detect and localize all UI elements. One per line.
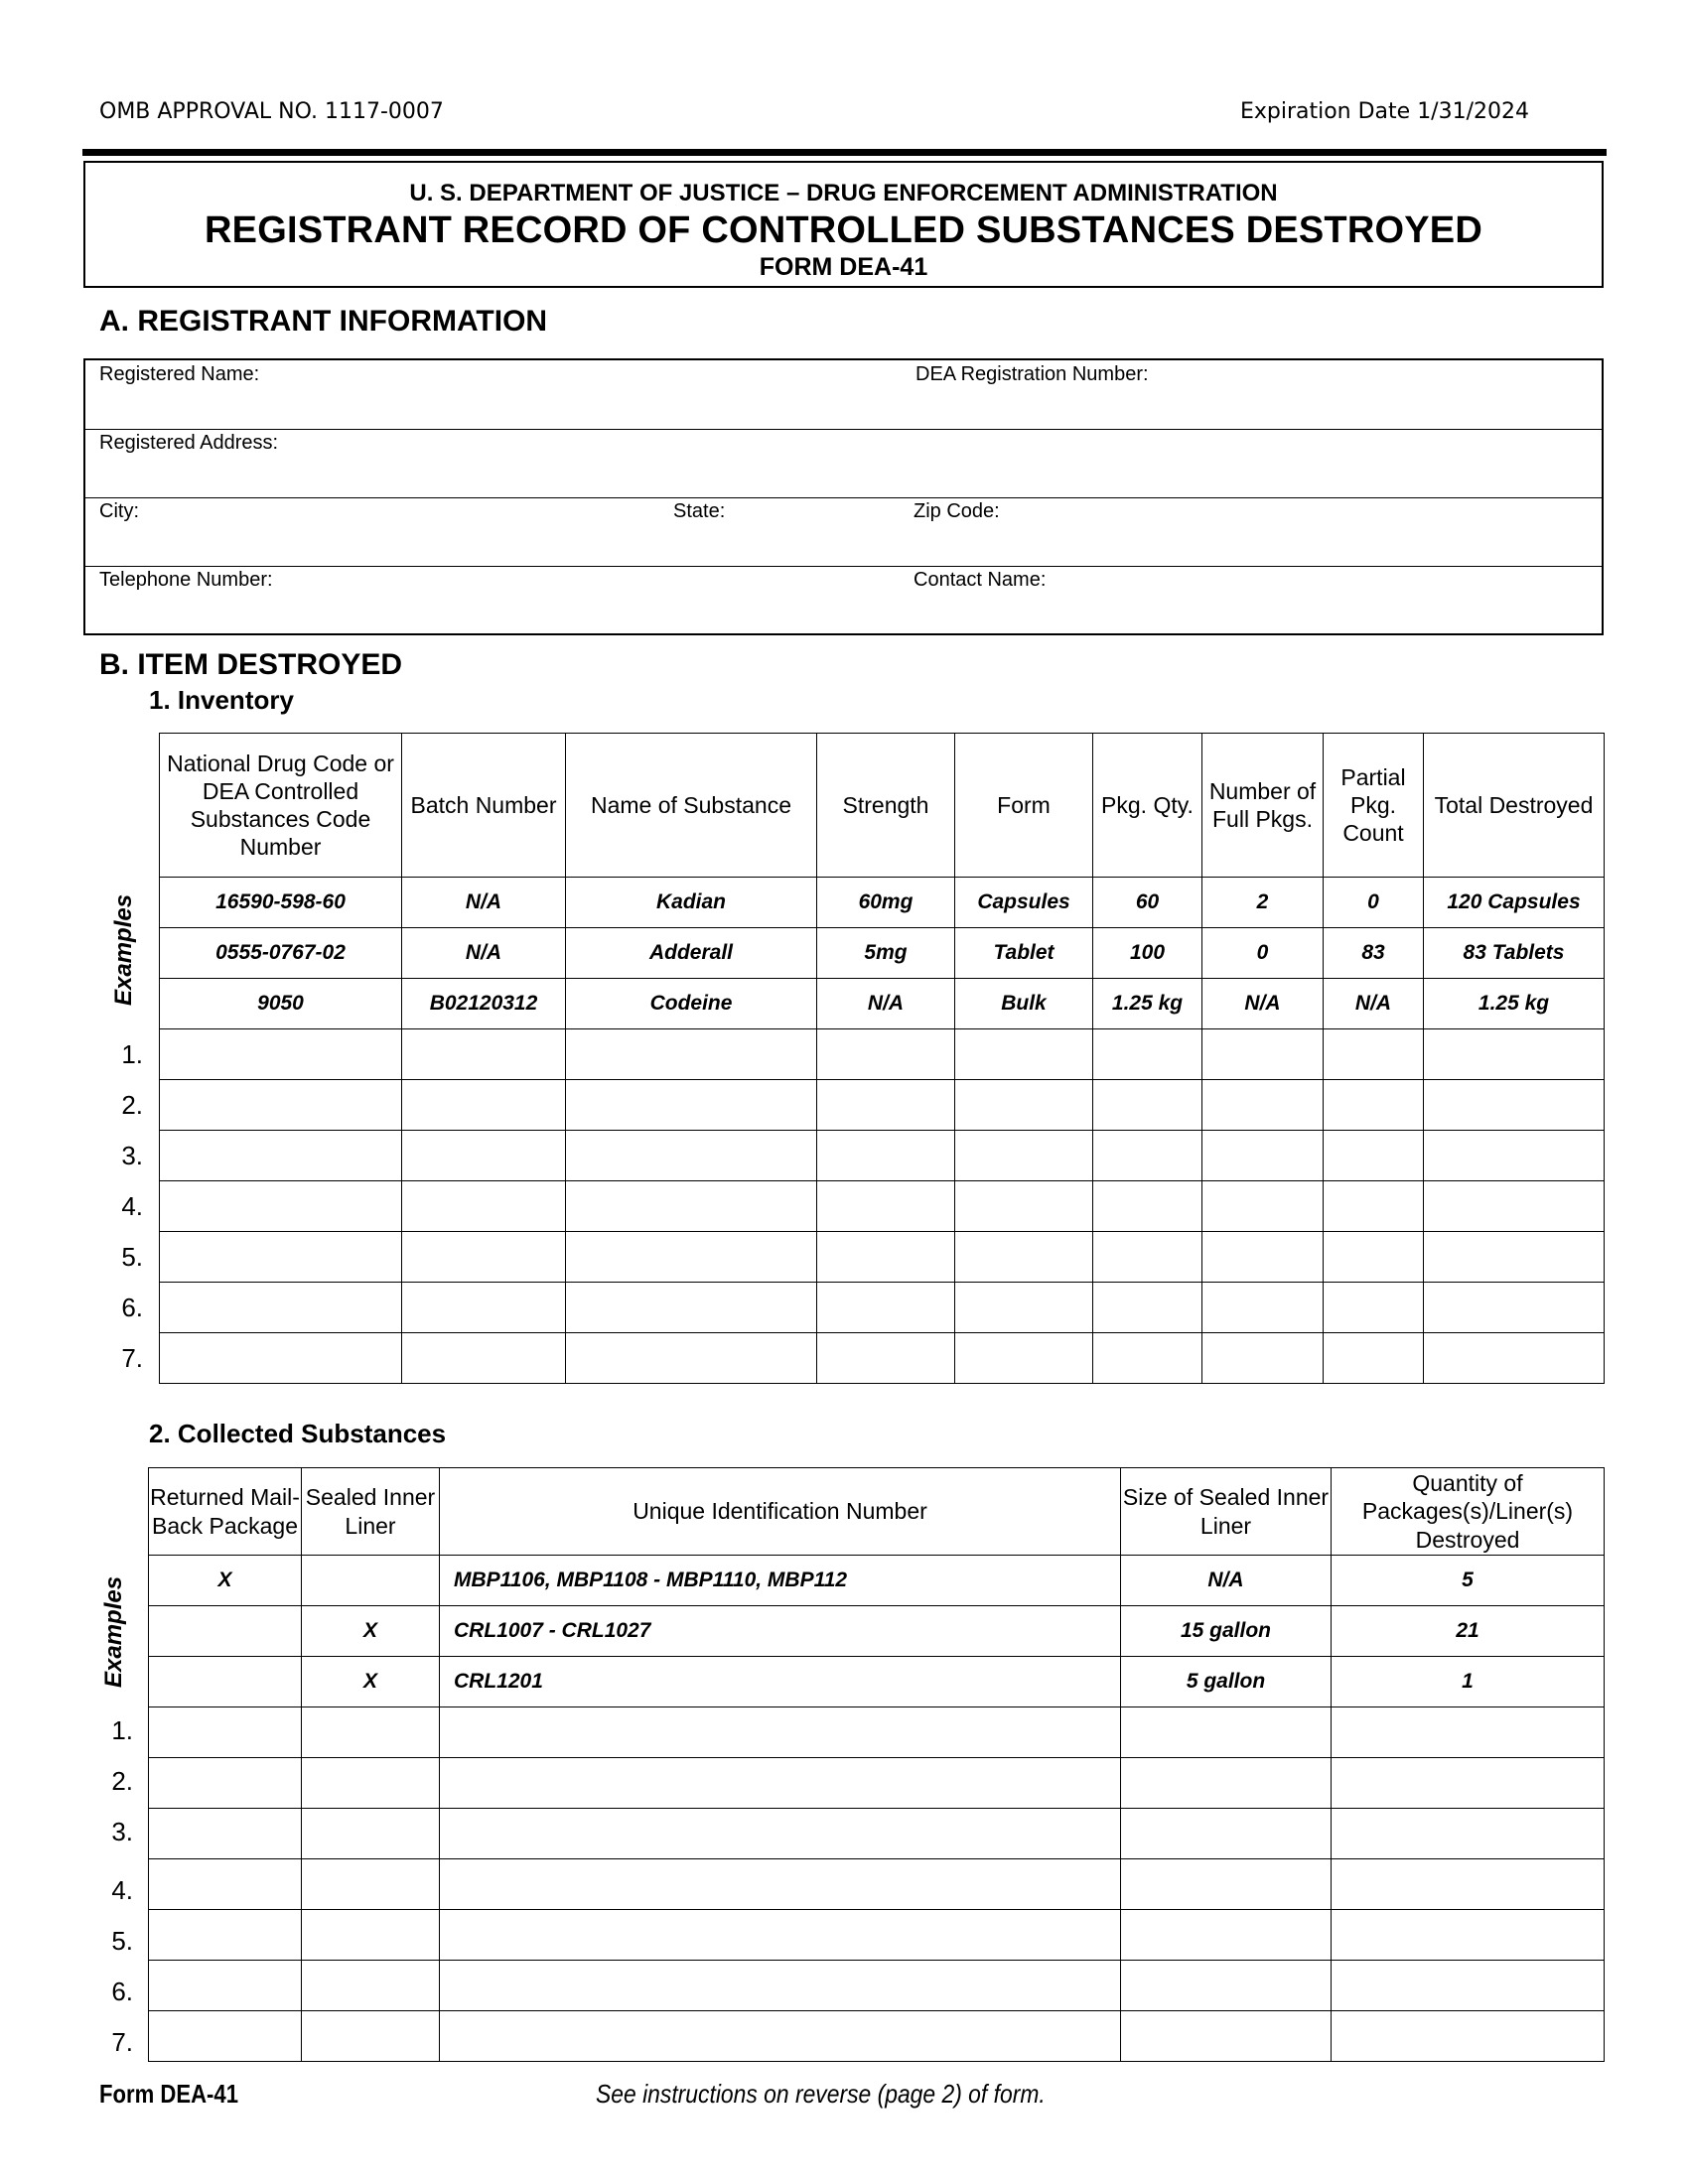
input-cell[interactable] — [1202, 1131, 1324, 1181]
cell: 21 — [1332, 1606, 1605, 1657]
inventory-row-number: 5. — [121, 1242, 143, 1272]
input-cell[interactable] — [160, 1029, 402, 1080]
input-cell[interactable] — [160, 1283, 402, 1333]
input-cell[interactable] — [149, 1961, 302, 2011]
input-cell[interactable] — [817, 1181, 955, 1232]
col-full-pkgs: Number of Full Pkgs. — [1202, 734, 1324, 878]
cell: CRL1007 - CRL1027 — [440, 1606, 1121, 1657]
inventory-entry-row[interactable] — [160, 1131, 1605, 1181]
inventory-heading: 1. Inventory — [149, 685, 294, 715]
col-form: Form — [955, 734, 1093, 878]
col-mail-back-package: Returned Mail-Back Package — [149, 1468, 302, 1556]
input-cell[interactable] — [1093, 1080, 1202, 1131]
cell: Capsules — [955, 878, 1093, 928]
collected-row-number: 6. — [111, 1977, 133, 2006]
registered-name-field[interactable]: Registered Name: — [99, 363, 260, 385]
cell: 5 — [1332, 1556, 1605, 1606]
input-cell[interactable] — [1324, 1181, 1424, 1232]
input-cell[interactable] — [149, 1758, 302, 1809]
collected-entry-row[interactable] — [149, 1809, 1605, 1859]
collected-entry-row[interactable] — [149, 1707, 1605, 1758]
collected-entry-row[interactable] — [149, 1758, 1605, 1809]
input-cell[interactable] — [1332, 1707, 1605, 1758]
input-cell[interactable] — [1332, 1910, 1605, 1961]
collected-example-row — [149, 1606, 1605, 1657]
cell: N/A — [1324, 979, 1424, 1029]
cell: 0 — [1324, 878, 1424, 928]
input-cell[interactable] — [1324, 1283, 1424, 1333]
input-cell[interactable] — [566, 1181, 817, 1232]
inventory-row-number: 3. — [121, 1141, 143, 1170]
input-cell[interactable] — [302, 1809, 440, 1859]
input-cell[interactable] — [566, 1283, 817, 1333]
collected-row-number: 3. — [111, 1817, 133, 1846]
inventory-examples-label: Examples — [110, 893, 137, 1006]
input-cell[interactable] — [1093, 1283, 1202, 1333]
city-state-zip-row — [85, 497, 1602, 567]
cell: 120 Capsules — [1424, 878, 1605, 928]
state-field[interactable]: State: — [673, 500, 726, 522]
input-cell[interactable] — [160, 1181, 402, 1232]
input-cell[interactable] — [440, 1758, 1121, 1809]
telephone-number-field[interactable]: Telephone Number: — [99, 569, 273, 591]
cell: 5mg — [817, 928, 955, 979]
input-cell[interactable] — [1093, 1232, 1202, 1283]
input-cell[interactable] — [955, 1181, 1093, 1232]
inventory-header-row — [160, 734, 1605, 878]
input-cell[interactable] — [955, 1232, 1093, 1283]
input-cell[interactable] — [160, 1080, 402, 1131]
registered-address-field[interactable]: Registered Address: — [99, 432, 279, 454]
cell: 1.25 kg — [1424, 979, 1605, 1029]
expiration-date: Expiration Date 1/31/2024 — [1239, 99, 1529, 124]
input-cell[interactable] — [566, 1080, 817, 1131]
col-batch-number: Batch Number — [402, 734, 566, 878]
cell: X — [149, 1556, 302, 1606]
registered-address-row — [85, 429, 1602, 498]
input-cell[interactable] — [1202, 1333, 1324, 1384]
cell: N/A — [817, 979, 955, 1029]
col-strength: Strength — [817, 734, 955, 878]
input-cell[interactable] — [955, 1131, 1093, 1181]
input-cell[interactable] — [402, 1080, 566, 1131]
input-cell[interactable] — [1121, 1961, 1332, 2011]
collected-row-number: 2. — [111, 1766, 133, 1796]
registrant-info-box — [83, 358, 1604, 635]
input-cell[interactable] — [1093, 1333, 1202, 1384]
dea-registration-number-field[interactable]: DEA Registration Number: — [915, 363, 1149, 385]
input-cell[interactable] — [149, 1859, 302, 1910]
input-cell[interactable] — [440, 1859, 1121, 1910]
input-cell[interactable] — [302, 2011, 440, 2062]
cell: 15 gallon — [1121, 1606, 1332, 1657]
inventory-entry-row[interactable] — [160, 1181, 1605, 1232]
inventory-example-row — [160, 979, 1605, 1029]
input-cell[interactable] — [1424, 1232, 1605, 1283]
inventory-entry-row[interactable] — [160, 1080, 1605, 1131]
form-code: FORM DEA-41 — [759, 253, 928, 281]
input-cell[interactable] — [160, 1131, 402, 1181]
city-field[interactable]: City: — [99, 500, 139, 522]
cell: 83 — [1324, 928, 1424, 979]
input-cell[interactable] — [566, 1131, 817, 1181]
footer-instructions-note: See instructions on reverse (page 2) of form. — [596, 2079, 1046, 2109]
input-cell[interactable] — [1202, 1080, 1324, 1131]
input-cell[interactable] — [1424, 1131, 1605, 1181]
inventory-row-number: 2. — [121, 1090, 143, 1120]
inventory-entry-row[interactable] — [160, 1029, 1605, 1080]
input-cell[interactable] — [402, 1029, 566, 1080]
input-cell[interactable] — [302, 1961, 440, 2011]
telephone-contact-row — [85, 566, 1602, 634]
input-cell[interactable] — [1424, 1029, 1605, 1080]
cell — [149, 1606, 302, 1657]
cell: 1.25 kg — [1093, 979, 1202, 1029]
input-cell[interactable] — [1121, 2011, 1332, 2062]
cell — [149, 1657, 302, 1707]
collected-entry-row[interactable] — [149, 2011, 1605, 2062]
collected-substances-table — [148, 1467, 1605, 2062]
collected-example-row — [149, 1657, 1605, 1707]
collected-substances-heading: 2. Collected Substances — [149, 1419, 447, 1448]
collected-entry-row[interactable] — [149, 1961, 1605, 2011]
collected-row-number: 5. — [111, 1926, 133, 1956]
input-cell[interactable] — [1202, 1181, 1324, 1232]
input-cell[interactable] — [817, 1029, 955, 1080]
input-cell[interactable] — [955, 1080, 1093, 1131]
input-cell[interactable] — [160, 1333, 402, 1384]
agency-name: U. S. DEPARTMENT OF JUSTICE – DRUG ENFORCEMENT ADMINISTRATION — [409, 180, 1278, 206]
col-liner-size: Size of Sealed Inner Liner — [1121, 1468, 1332, 1556]
inventory-row-number: 1. — [121, 1039, 143, 1069]
input-cell[interactable] — [149, 1707, 302, 1758]
input-cell[interactable] — [955, 1333, 1093, 1384]
form-title: REGISTRANT RECORD OF CONTROLLED SUBSTANCES DESTROYED — [205, 209, 1482, 251]
cell: Codeine — [566, 979, 817, 1029]
input-cell[interactable] — [1324, 1131, 1424, 1181]
cell: N/A — [402, 878, 566, 928]
input-cell[interactable] — [440, 1910, 1121, 1961]
col-sealed-inner-liner: Sealed Inner Liner — [302, 1468, 440, 1556]
inventory-table — [159, 733, 1605, 1384]
input-cell[interactable] — [1121, 1758, 1332, 1809]
form-header — [83, 161, 1604, 288]
input-cell[interactable] — [1093, 1181, 1202, 1232]
input-cell[interactable] — [149, 1809, 302, 1859]
collected-row-number: 7. — [111, 2027, 133, 2057]
input-cell[interactable] — [1121, 1809, 1332, 1859]
input-cell[interactable] — [566, 1029, 817, 1080]
inventory-entry-row[interactable] — [160, 1232, 1605, 1283]
inventory-row-number: 4. — [121, 1191, 143, 1221]
input-cell[interactable] — [1121, 1707, 1332, 1758]
input-cell[interactable] — [1324, 1232, 1424, 1283]
footer-form-code: Form DEA-41 — [99, 2079, 238, 2109]
collected-entry-row[interactable] — [149, 1859, 1605, 1910]
col-quantity-destroyed: Quantity of Packages(s)/Liner(s) Destroyed — [1332, 1468, 1605, 1556]
inventory-example-row — [160, 878, 1605, 928]
input-cell[interactable] — [1332, 1859, 1605, 1910]
input-cell[interactable] — [302, 1758, 440, 1809]
cell: Adderall — [566, 928, 817, 979]
input-cell[interactable] — [402, 1131, 566, 1181]
input-cell[interactable] — [402, 1283, 566, 1333]
cell: X — [302, 1657, 440, 1707]
collected-example-row — [149, 1556, 1605, 1606]
input-cell[interactable] — [402, 1232, 566, 1283]
col-unique-id: Unique Identification Number — [440, 1468, 1121, 1556]
cell: N/A — [402, 928, 566, 979]
inventory-row-number: 6. — [121, 1293, 143, 1322]
input-cell[interactable] — [566, 1333, 817, 1384]
col-substance-name: Name of Substance — [566, 734, 817, 878]
input-cell[interactable] — [817, 1333, 955, 1384]
col-pkg-qty: Pkg. Qty. — [1093, 734, 1202, 878]
zip-code-field[interactable]: Zip Code: — [914, 500, 1000, 522]
contact-name-field[interactable]: Contact Name: — [914, 569, 1047, 591]
input-cell[interactable] — [1424, 1181, 1605, 1232]
cell: 60 — [1093, 878, 1202, 928]
collected-entry-row[interactable] — [149, 1910, 1605, 1961]
input-cell[interactable] — [1202, 1029, 1324, 1080]
input-cell[interactable] — [1424, 1283, 1605, 1333]
inventory-entry-row[interactable] — [160, 1333, 1605, 1384]
input-cell[interactable] — [817, 1283, 955, 1333]
input-cell[interactable] — [1121, 1910, 1332, 1961]
col-partial-pkg-count: Partial Pkg. Count — [1324, 734, 1424, 878]
input-cell[interactable] — [402, 1181, 566, 1232]
omb-approval-number: OMB APPROVAL NO. 1117-0007 — [99, 99, 444, 124]
input-cell[interactable] — [1332, 1809, 1605, 1859]
input-cell[interactable] — [160, 1232, 402, 1283]
inventory-row-number: 7. — [121, 1343, 143, 1373]
input-cell[interactable] — [1332, 1758, 1605, 1809]
section-a-heading: A. REGISTRANT INFORMATION — [99, 305, 548, 338]
cell: 83 Tablets — [1424, 928, 1605, 979]
input-cell[interactable] — [817, 1080, 955, 1131]
input-cell[interactable] — [1093, 1029, 1202, 1080]
input-cell[interactable] — [1332, 2011, 1605, 2062]
cell: 100 — [1093, 928, 1202, 979]
cell: Tablet — [955, 928, 1093, 979]
cell — [302, 1556, 440, 1606]
cell: N/A — [1121, 1556, 1332, 1606]
input-cell[interactable] — [1093, 1131, 1202, 1181]
cell: 2 — [1202, 878, 1324, 928]
input-cell[interactable] — [1424, 1333, 1605, 1384]
cell: 1 — [1332, 1657, 1605, 1707]
cell: X — [302, 1606, 440, 1657]
input-cell[interactable] — [817, 1131, 955, 1181]
cell: 60mg — [817, 878, 955, 928]
input-cell[interactable] — [1424, 1080, 1605, 1131]
input-cell[interactable] — [1324, 1029, 1424, 1080]
input-cell[interactable] — [149, 2011, 302, 2062]
input-cell[interactable] — [302, 1910, 440, 1961]
col-ndc-code: National Drug Code or DEA Controlled Substances Code Number — [160, 734, 402, 878]
cell: 0555-0767-02 — [160, 928, 402, 979]
collected-row-number: 1. — [111, 1715, 133, 1745]
cell: 5 gallon — [1121, 1657, 1332, 1707]
input-cell[interactable] — [149, 1910, 302, 1961]
input-cell[interactable] — [1324, 1080, 1424, 1131]
cell: N/A — [1202, 979, 1324, 1029]
collected-row-number: 4. — [111, 1875, 133, 1905]
input-cell[interactable] — [402, 1333, 566, 1384]
input-cell[interactable] — [440, 1961, 1121, 2011]
input-cell[interactable] — [1202, 1283, 1324, 1333]
input-cell[interactable] — [1121, 1859, 1332, 1910]
input-cell[interactable] — [566, 1232, 817, 1283]
input-cell[interactable] — [302, 1859, 440, 1910]
collected-examples-label: Examples — [100, 1575, 127, 1688]
cell: 9050 — [160, 979, 402, 1029]
input-cell[interactable] — [1324, 1333, 1424, 1384]
cell: Kadian — [566, 878, 817, 928]
input-cell[interactable] — [440, 2011, 1121, 2062]
inventory-example-row — [160, 928, 1605, 979]
input-cell[interactable] — [817, 1232, 955, 1283]
input-cell[interactable] — [955, 1029, 1093, 1080]
input-cell[interactable] — [1202, 1232, 1324, 1283]
section-b-heading: B. ITEM DESTROYED — [99, 648, 403, 681]
input-cell[interactable] — [955, 1283, 1093, 1333]
header-rule — [82, 149, 1607, 156]
input-cell[interactable] — [440, 1707, 1121, 1758]
input-cell[interactable] — [1332, 1961, 1605, 2011]
cell: 16590-598-60 — [160, 878, 402, 928]
collected-header-row — [149, 1468, 1605, 1556]
input-cell[interactable] — [440, 1809, 1121, 1859]
cell: MBP1106, MBP1108 - MBP1110, MBP112 — [440, 1556, 1121, 1606]
cell: Bulk — [955, 979, 1093, 1029]
registrant-name-row — [85, 360, 1602, 430]
input-cell[interactable] — [302, 1707, 440, 1758]
inventory-entry-row[interactable] — [160, 1283, 1605, 1333]
cell: CRL1201 — [440, 1657, 1121, 1707]
cell: B02120312 — [402, 979, 566, 1029]
col-total-destroyed: Total Destroyed — [1424, 734, 1605, 878]
cell: 0 — [1202, 928, 1324, 979]
